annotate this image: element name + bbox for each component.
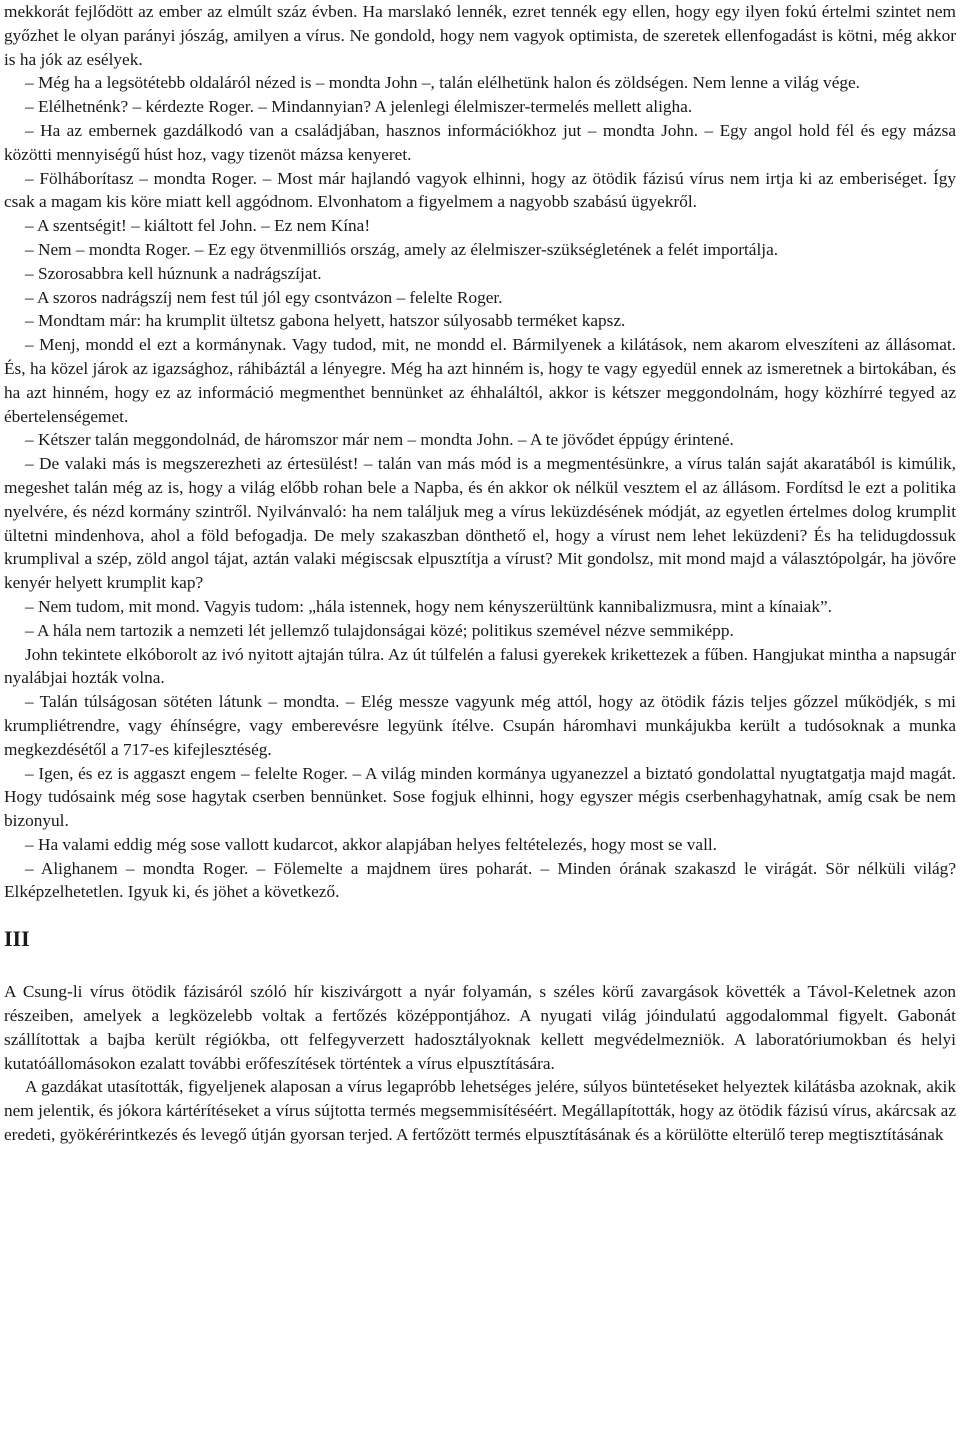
dialogue-paragraph: – Igen, és ez is aggaszt engem – felelte Roger. – A világ minden kormánya ugyanezzel a biztató gondolattal nyugtatgatja majd magát. Hogy tudósaink még sose hagytak cserben bennünket. Sose fogjuk elhinni, hogy egyszer mégis cserbenhagyhatnak, amíg csak be nem bizonyul.	[4, 763, 956, 831]
paragraph-continuation: mekkorát fejlődött az ember az elmúlt száz évben. Ha marslakó lennék, ezret tennék egy ellen, hogy egy ilyen fokú értelmi szintet nem győzhet le olyan parányi jószág, amilyen a vírus. Ne gondold, hogy nem vagyok optimista, de szeretek ellenfogadást is kötni, még akkor is ha jók az esélyek.	[4, 2, 956, 69]
dialogue-paragraph: – A szentségit! – kiáltott fel John. – Ez nem Kína!	[25, 216, 371, 236]
document-body-part-2	[4, 980, 956, 1147]
document-body-part-1	[4, 0, 956, 904]
dialogue-paragraph: – Mondtam már: ha krumplit ültetsz gabona helyett, hatszor súlyosabb terméket kapsz.	[25, 311, 626, 331]
section-paragraph: A Csung-li vírus ötödik fázisáról szóló hír kiszivárgott a nyár folyamán, s széles körű zavargások követték a Távol-Keletnek azon részeiben, amelyek a legközelebb voltak a fertőzés középpontjához. A nyugati világ jóindulatú aggodalommal figyelt. Gabonát szállítottak a bajba került régiókba, ott felfegyverzett hadosztályoknak kellett megvédelmezniök. A laboratóriumokban és helyi kutatóállomásokon ezalatt további erőfeszítések történtek a vírus elpusztítására.	[4, 982, 956, 1073]
dialogue-paragraph: – Ha valami eddig még sose vallott kudarcot, akkor alapjában helyes feltételezés, hogy most se vall.	[25, 834, 717, 854]
dialogue-paragraph: – Nem – mondta Roger. – Ez egy ötvenmilliós ország, amely az élelmiszer-szükségletének a felét importálja.	[25, 239, 779, 259]
dialogue-paragraph: – Kétszer talán meggondolnád, de háromszor már nem – mondta John. – A te jövődet éppúgy érintené.	[25, 430, 734, 450]
document-page	[4, 0, 956, 1147]
dialogue-paragraph: – Elélhetnénk? – kérdezte Roger. – Mindannyian? A jelenlegi élelmiszer-termelés mellett aligha.	[25, 97, 693, 117]
dialogue-paragraph: – Ha az embernek gazdálkodó van a családjában, hasznos információkhoz jut – mondta John. – Egy angol hold fél és egy mázsa közötti mennyiségű húst hoz, vagy tizenöt mázsa kenyeret.	[4, 120, 956, 164]
dialogue-paragraph: – De valaki más is megszerezheti az értesülést! – talán van más mód is a megmentésünkre, a vírus talán saját akaratából is kimúlik, megeshet talán még az is, hogy a világ előbb rohan bele a Napba, és én akkor ok nélkül vesztem el az állásom. Fordítsd le ezt a politika nyelvére, és nézd kormány szintről. Nyilvánvaló: ha nem találjuk meg a vírus leküzdésének módját, az egyetlen értelmes dolog krumplit ültetni mindenhova, ahol a föld befogadja. De mely szakaszban dönthető el, hogy a vírust nem lehet leküzdeni? És ha telidugdossuk krumplival a szép, zöld angol tájat, aztán valaki mégiscsak elpusztítja a vírust? Mit gondolsz, mit mond majd a választópolgár, ha jövőre kenyér helyett krumplit kap?	[4, 454, 956, 593]
dialogue-paragraph: – Még ha a legsötétebb oldaláról nézed is – mondta John –, talán elélhetünk halon és zöldségen. Nem lenne a világ vége.	[25, 73, 861, 93]
dialogue-paragraph: – A szoros nadrágszíj nem fest túl jól egy csontvázon – felelte Roger.	[25, 287, 503, 307]
section-paragraph: A gazdákat utasították, figyeljenek alaposan a vírus legapróbb lehetséges jelére, súlyos büntetéseket helyeztek kilátásba azoknak, akik nem jelentik, és jókora kártérítéseket a vírus sújtotta termés megsemmisítéséért. Megállapították, hogy az ötödik fázisú vírus, akárcsak az eredeti, gyökérérintkezés és levegő útján gyorsan terjed. A fertőzött termés elpusztításának és a körülötte elterülő terep megtisztításának	[4, 1077, 956, 1145]
dialogue-paragraph: – Szorosabbra kell húznunk a nadrágszíjat.	[25, 263, 322, 283]
dialogue-paragraph: – Fölháborítasz – mondta Roger. – Most már hajlandó vagyok elhinni, hogy az ötödik fázisú vírus nem irtja ki az emberiséget. Így csak a magam kis köre miatt kell aggódnom. Elvonhatom a figyelmem a nagyobb szabású ügyekről.	[4, 168, 956, 212]
dialogue-paragraph: – Nem tudom, mit mond. Vagyis tudom: „hála istennek, hogy nem kényszerültünk kannibalizmusra, mint a kínaiak”.	[25, 596, 832, 616]
section-heading: III	[4, 926, 30, 952]
dialogue-paragraph: – Talán túlságosan sötéten látunk – mondta. – Elég messze vagyunk még attól, hogy az ötödik fázis teljes gőzzel működjék, s mi krumpliétrendre, vagy éhínségre, vagy emberevésre legyünk ítélve. Csupán háromhavi munkájukba került a tudósoknak a munka megkezdésétől a 717-es kifejlesztéség.	[4, 692, 956, 759]
narrative-paragraph: John tekintete elkóborolt az ivó nyitott ajtaján túlra. Az út túlfelén a falusi gyerekek krikettezek a fűben. Hangjukat mintha a napsugár nyalábjai hozták volna.	[4, 644, 956, 688]
dialogue-paragraph: – Alighanem – mondta Roger. – Fölemelte a majdnem üres poharát. – Minden órának szakaszd le virágát. Sör nélküli világ? Elképzelhetetlen. Igyuk ki, és jöhet a következő.	[4, 858, 956, 902]
dialogue-paragraph: – A hála nem tartozik a nemzeti lét jellemző tulajdonságai közé; politikus szemével nézve semmiképp.	[25, 620, 734, 640]
dialogue-paragraph: – Menj, mondd el ezt a kormánynak. Vagy tudod, mit, ne mondd el. Bármilyenek a kilátások, nem akarom elveszíteni az állásomat. És, ha közel járok az igazsághoz, ráhibáztál a lényegre. Még ha azt hinném is, hogy te vagy egyedül ennek az ismeretnek a birtokában, és ha azt hinném, hogy ez az információ megmenthet bennünket az éhhaláltól, akkor is kétszer meggondolnám, hogy közhírré tegyed az ébertelenségemet.	[4, 335, 956, 426]
